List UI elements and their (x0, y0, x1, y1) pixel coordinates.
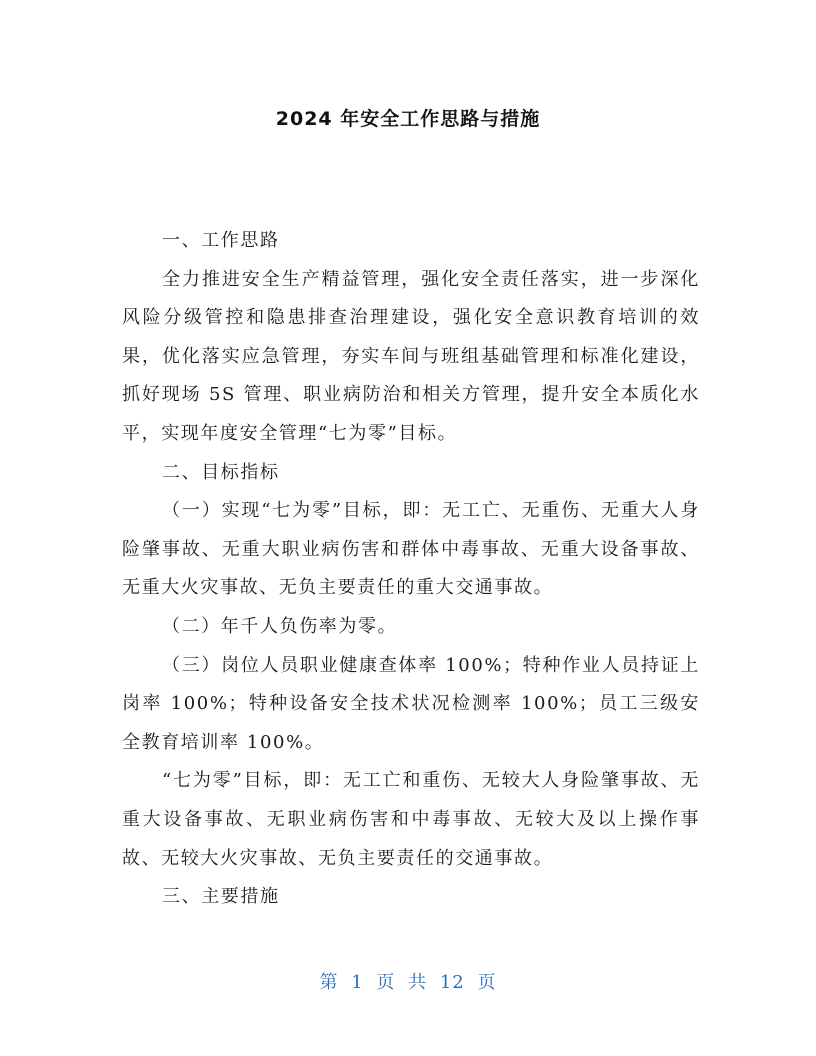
document-body (122, 222, 700, 917)
document-title: 2024 年安全工作思路与措施 (275, 108, 541, 130)
paragraph-seven-zero: “七为零”目标，即：无工亡和重伤、无较大人身险肇事故、无重大设备事故、无职业病伤害和中毒事故、无较大及以上操作事故、无较大火灾事故、无负主要责任的交通事故。 (122, 770, 700, 869)
paragraph-target-2: （二）年千人负伤率为零。 (162, 615, 398, 637)
paragraph-target-1: （一）实现“七为零”目标，即：无工亡、无重伤、无重大人身险肇事故、无重大职业病伤害和群体中毒事故、无重大设备事故、无重大火灾事故、无负主要责任的重大交通事故。 (122, 500, 700, 599)
section-heading-targets: 二、目标指标 (162, 461, 280, 483)
paragraph-work-approach: 全力推进安全生产精益管理，强化安全责任落实，进一步深化风险分级管控和隐患排查治理建设，强化安全意识教育培训的效果，优化落实应急管理，夯实车间与班组基础管理和标准化建设，抓好现场 5S 管理、职业病防治和相关方管理，提升安全本质化水平，实现年度安全管理“七为零”目标。 (122, 268, 700, 444)
section-heading-work-approach: 一、工作思路 (162, 230, 280, 251)
paragraph-target-3: （三）岗位人员职业健康查体率 100%；特种作业人员持证上岗率 100%；特种设备安全技术状况检测率 100%；员工三级安全教育培训率 100%。 (122, 654, 700, 753)
section-heading-measures: 三、主要措施 (162, 886, 280, 908)
page-number-footer: 第 1 页 共 12 页 (319, 972, 497, 993)
